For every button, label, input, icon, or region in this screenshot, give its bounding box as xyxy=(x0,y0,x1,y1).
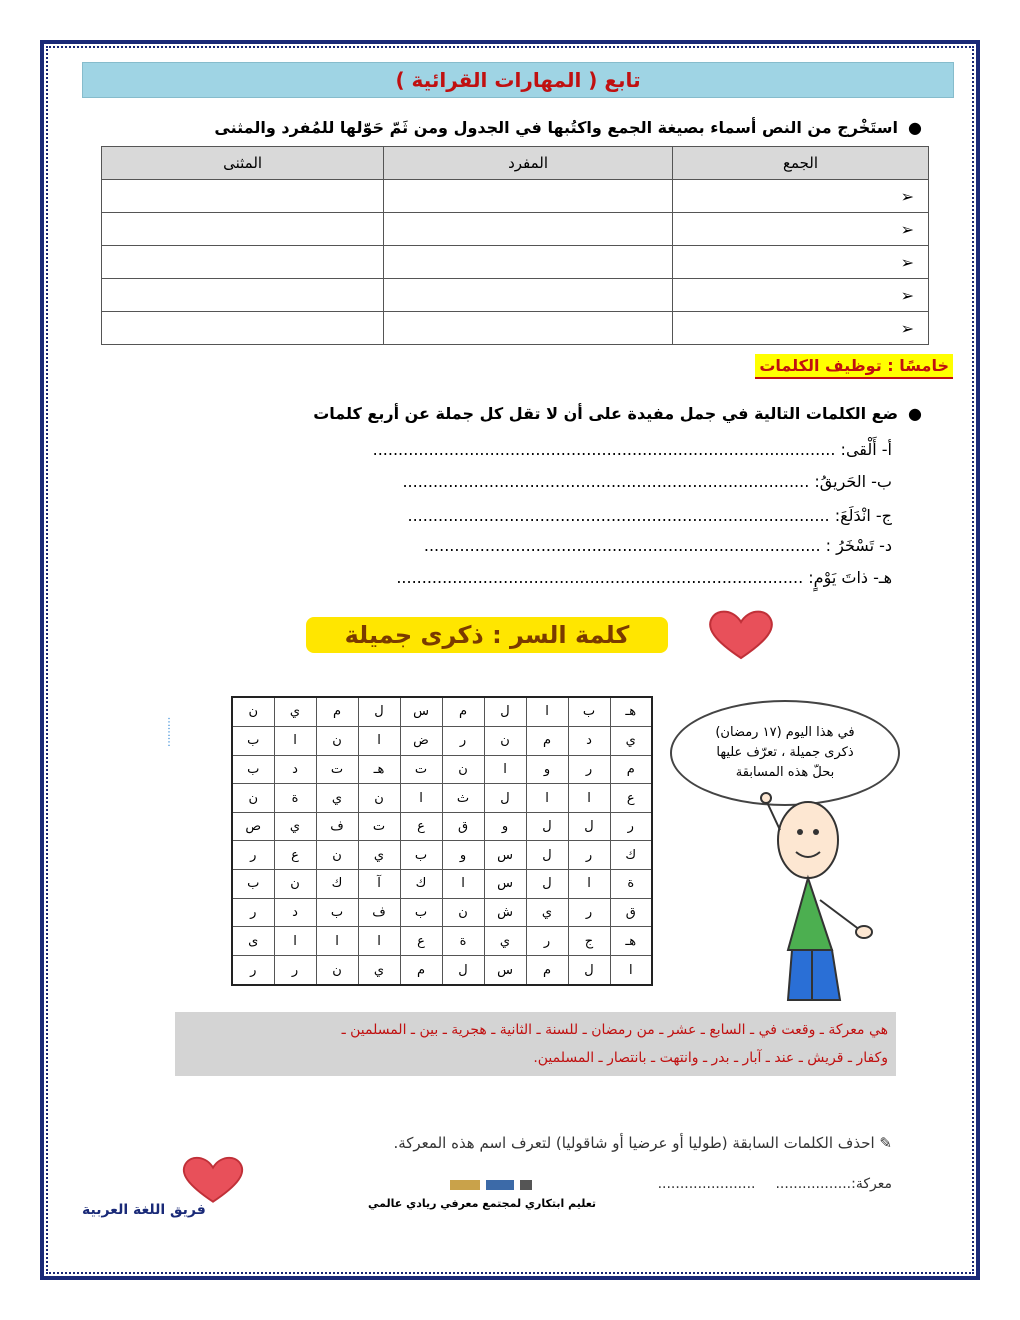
grid-cell[interactable]: م xyxy=(442,697,484,726)
grid-cell[interactable]: ب xyxy=(400,841,442,870)
grid-cell[interactable]: ا xyxy=(442,870,484,899)
word-label: أ- أَلْقى: xyxy=(840,440,892,459)
table-row xyxy=(102,279,929,312)
grid-cell[interactable]: ا xyxy=(526,697,568,726)
word-label: د- تَسْخَرُ : xyxy=(825,536,892,555)
plural-cell[interactable] xyxy=(673,312,929,345)
word-list-box xyxy=(175,1012,896,1076)
grid-cell[interactable]: ر xyxy=(232,898,274,927)
sentence-line-e[interactable] xyxy=(396,568,892,587)
logo-mark xyxy=(450,1180,480,1190)
grid-cell[interactable]: ل xyxy=(484,784,526,813)
grid-cell[interactable]: م xyxy=(316,697,358,726)
singular-cell[interactable] xyxy=(384,180,673,213)
logos-strip xyxy=(450,1180,558,1192)
answer-dots: ................................................................................... xyxy=(407,506,830,525)
grid-row xyxy=(232,812,652,841)
heart-icon xyxy=(704,606,778,662)
grid-cell[interactable]: ع xyxy=(610,784,652,813)
grid-cell[interactable]: ر xyxy=(568,841,610,870)
grid-row xyxy=(232,927,652,956)
grid-cell[interactable]: ف xyxy=(358,898,400,927)
grid-cell[interactable]: و xyxy=(442,841,484,870)
cartoon-kid-illustration xyxy=(748,790,878,1010)
grid-cell[interactable]: ا xyxy=(568,870,610,899)
word-label: ج- انْدَلَعَ: xyxy=(834,506,892,525)
grid-cell[interactable]: ل xyxy=(526,812,568,841)
grid-cell[interactable]: ب xyxy=(568,697,610,726)
grid-cell[interactable]: ى xyxy=(232,927,274,956)
grid-cell[interactable]: ا xyxy=(316,927,358,956)
grid-row xyxy=(232,697,652,726)
pencil-icon: ✎ xyxy=(874,1134,892,1152)
word-label: هـ- ذاتَ يَوْمٍ: xyxy=(808,568,892,587)
grid-cell[interactable]: ج xyxy=(568,927,610,956)
singular-cell[interactable] xyxy=(384,312,673,345)
grid-cell[interactable]: م xyxy=(610,755,652,784)
page-title-text: تابع ( المهارات القرائية ) xyxy=(395,68,641,92)
grid-cell[interactable]: م xyxy=(526,956,568,985)
grid-cell[interactable]: ك xyxy=(316,870,358,899)
arrow-icon: ➢ xyxy=(900,219,914,239)
grid-cell[interactable]: ي xyxy=(526,898,568,927)
question-extract-plurals xyxy=(214,118,922,137)
grid-cell[interactable]: هـ xyxy=(610,927,652,956)
grid-cell[interactable]: و xyxy=(484,812,526,841)
grid-cell[interactable]: ل xyxy=(484,697,526,726)
singular-cell[interactable] xyxy=(384,279,673,312)
section-five-label: خامسًا : توظيف الكلمات xyxy=(755,354,953,379)
grid-cell[interactable]: ق xyxy=(610,898,652,927)
grid-cell[interactable]: س xyxy=(400,697,442,726)
grid-row xyxy=(232,870,652,899)
grid-cell[interactable]: ل xyxy=(442,956,484,985)
grid-cell[interactable]: ا xyxy=(484,755,526,784)
header-singular: المفرد xyxy=(384,147,673,180)
grid-cell[interactable]: ن xyxy=(232,697,274,726)
word-search-grid xyxy=(231,696,653,986)
grid-cell[interactable]: ض xyxy=(400,726,442,755)
bubble-line: بحلّ هذه المسابقة xyxy=(735,765,835,780)
grid-cell[interactable]: ي xyxy=(484,927,526,956)
grid-cell[interactable]: ا xyxy=(610,956,652,985)
grid-cell[interactable]: ا xyxy=(274,726,316,755)
sentence-line-b[interactable] xyxy=(402,472,892,491)
answer-dots: ........................................................................................... xyxy=(372,440,836,459)
arrow-icon: ➢ xyxy=(900,318,914,338)
grid-cell[interactable]: هـ xyxy=(610,697,652,726)
grid-cell[interactable]: ك xyxy=(610,841,652,870)
heart-icon xyxy=(178,1152,248,1206)
dual-cell[interactable] xyxy=(102,279,384,312)
plural-singular-dual-table xyxy=(101,146,929,345)
question-sentences-text: ضع الكلمات التالية في جمل مفيدة على أن لا تقل كل جملة عن أربع كلمات xyxy=(313,404,899,423)
dual-cell[interactable] xyxy=(102,312,384,345)
grid-cell[interactable]: ث xyxy=(442,784,484,813)
grid-cell[interactable]: د xyxy=(274,898,316,927)
grid-cell[interactable]: ل xyxy=(568,956,610,985)
grid-cell[interactable]: ي xyxy=(610,726,652,755)
grid-cell[interactable]: آ xyxy=(358,870,400,899)
table-row xyxy=(102,180,929,213)
grid-cell[interactable]: ا xyxy=(568,784,610,813)
grid-cell[interactable]: ا xyxy=(358,927,400,956)
grid-cell[interactable]: ك xyxy=(400,870,442,899)
grid-cell[interactable]: ص xyxy=(232,812,274,841)
dual-cell[interactable] xyxy=(102,213,384,246)
grid-row xyxy=(232,956,652,985)
answer-label: معركة:................. xyxy=(775,1176,892,1192)
table-row xyxy=(102,246,929,279)
arrow-icon: ➢ xyxy=(900,186,914,206)
footer-slogan: تعليم ابتكاري لمجتمع معرفي ريادي عالمي xyxy=(368,1197,597,1210)
question-extract-text: استَخْرج من النص أسماء بصيغة الجمع واكتُبها في الجدول ومن ثَمّ حَوّلها للمُفرد والمثنى xyxy=(214,118,899,137)
arrow-icon: ➢ xyxy=(900,252,914,272)
puzzle-instruction-text: احذف الكلمات السابقة (طوليا أو عرضيا أو شاقوليا) لتعرف اسم هذه المعركة. xyxy=(393,1134,875,1152)
grid-cell[interactable]: ر xyxy=(442,726,484,755)
grid-cell[interactable]: ي xyxy=(316,784,358,813)
grid-cell[interactable]: ل xyxy=(526,841,568,870)
grid-cell[interactable]: و xyxy=(526,755,568,784)
arrow-icon: ➢ xyxy=(900,285,914,305)
grid-cell[interactable]: ب xyxy=(232,755,274,784)
sentence-line-a[interactable] xyxy=(373,440,892,459)
grid-cell[interactable]: ة xyxy=(610,870,652,899)
answer-dots: .............................................................................. xyxy=(423,536,821,555)
table-row xyxy=(102,213,929,246)
grid-cell[interactable]: ع xyxy=(400,812,442,841)
table-header-row xyxy=(102,147,929,180)
password-banner-text: كلمة السر : ذكرى جميلة xyxy=(344,621,630,649)
grid-cell[interactable]: ن xyxy=(274,870,316,899)
grid-cell[interactable]: ر xyxy=(526,927,568,956)
grid-cell[interactable]: د xyxy=(274,755,316,784)
grid-cell[interactable]: ب xyxy=(232,726,274,755)
grid-cell[interactable]: ن xyxy=(484,726,526,755)
word-list-line-1: هي معركة ـ وقعت في ـ السابع ـ عشر ـ من رمضان ـ للسنة ـ الثانية ـ هجرية ـ بين ـ المسلمين ـ xyxy=(341,1022,888,1038)
grid-cell[interactable]: هـ xyxy=(358,755,400,784)
singular-cell[interactable] xyxy=(384,213,673,246)
grid-cell[interactable]: ا xyxy=(274,927,316,956)
grid-cell[interactable]: ي xyxy=(274,812,316,841)
answer-dots: ................................................................................ xyxy=(402,472,810,491)
grid-cell[interactable]: ن xyxy=(442,898,484,927)
grid-cell[interactable]: م xyxy=(526,726,568,755)
grid-cell[interactable]: ت xyxy=(400,755,442,784)
logo-mark xyxy=(486,1180,514,1190)
grid-cell[interactable]: ف xyxy=(316,812,358,841)
grid-cell[interactable]: ن xyxy=(316,726,358,755)
grid-cell[interactable]: ر xyxy=(610,812,652,841)
sentence-line-d[interactable] xyxy=(424,536,892,555)
page-title xyxy=(82,62,954,98)
grid-cell[interactable]: س xyxy=(484,956,526,985)
answer-dots: ................................................................................ xyxy=(396,568,804,587)
grid-cell[interactable]: ر xyxy=(232,956,274,985)
grid-cell[interactable]: ع xyxy=(400,927,442,956)
grid-cell[interactable]: ب xyxy=(400,898,442,927)
grid-row xyxy=(232,726,652,755)
grid-row xyxy=(232,755,652,784)
grid-cell[interactable]: ن xyxy=(316,841,358,870)
grid-row xyxy=(232,898,652,927)
bullet-icon: ● xyxy=(908,404,922,423)
battle-answer-line[interactable] xyxy=(658,1176,892,1192)
plural-cell[interactable] xyxy=(673,180,929,213)
grid-row xyxy=(232,784,652,813)
grid-cell[interactable]: م xyxy=(400,956,442,985)
grid-cell[interactable]: ر xyxy=(274,956,316,985)
grid-cell[interactable]: ن xyxy=(316,956,358,985)
grid-cell[interactable]: ل xyxy=(526,870,568,899)
dual-cell[interactable] xyxy=(102,246,384,279)
grid-cell[interactable]: ي xyxy=(358,956,400,985)
grid-cell[interactable]: ش xyxy=(484,898,526,927)
grid-cell[interactable]: ر xyxy=(568,755,610,784)
question-sentences xyxy=(313,404,922,423)
grid-cell[interactable]: ل xyxy=(568,812,610,841)
grid-cell[interactable]: د xyxy=(568,726,610,755)
bubble-line: ذكرى جميلة ، تعرّف عليها xyxy=(716,745,854,760)
header-plural: الجمع xyxy=(673,147,929,180)
plural-cell[interactable] xyxy=(673,213,929,246)
grid-row xyxy=(232,841,652,870)
grid-cell[interactable]: ا xyxy=(400,784,442,813)
password-banner xyxy=(306,617,668,653)
grid-cell[interactable]: ة xyxy=(442,927,484,956)
grid-cell[interactable]: ن xyxy=(358,784,400,813)
decorative-dots: ⋮ ⋮ ⋮ xyxy=(164,717,174,748)
grid-cell[interactable]: ر xyxy=(568,898,610,927)
dual-cell[interactable] xyxy=(102,180,384,213)
grid-cell[interactable]: ر xyxy=(232,841,274,870)
word-list-line-2: وكفار ـ قريش ـ عند ـ آبار ـ بدر ـ وانتهت ـ بانتصار ـ المسلمين. xyxy=(533,1050,888,1066)
grid-cell[interactable]: ن xyxy=(442,755,484,784)
grid-cell[interactable]: ة xyxy=(274,784,316,813)
grid-cell[interactable]: س xyxy=(484,841,526,870)
grid-cell[interactable]: ا xyxy=(358,726,400,755)
grid-cell[interactable]: ت xyxy=(358,812,400,841)
answer-dots: ...................... xyxy=(657,1176,756,1192)
word-label: ب- الحَريقُ: xyxy=(814,472,892,491)
sentence-line-c[interactable] xyxy=(408,506,893,525)
puzzle-instruction xyxy=(393,1134,892,1152)
grid-cell[interactable]: ب xyxy=(232,870,274,899)
grid-cell[interactable]: ع xyxy=(274,841,316,870)
grid-cell[interactable]: ن xyxy=(232,784,274,813)
grid-cell[interactable]: س xyxy=(484,870,526,899)
logo-mark xyxy=(520,1180,532,1190)
singular-cell[interactable] xyxy=(384,246,673,279)
grid-cell[interactable]: ق xyxy=(442,812,484,841)
grid-cell[interactable]: ي xyxy=(358,841,400,870)
table-row xyxy=(102,312,929,345)
plural-cell[interactable] xyxy=(673,279,929,312)
bubble-line: في هذا اليوم (١٧ رمضان) xyxy=(715,725,855,740)
grid-cell[interactable]: ل xyxy=(358,697,400,726)
grid-cell[interactable]: ت xyxy=(316,755,358,784)
bullet-icon: ● xyxy=(908,118,922,137)
plural-cell[interactable] xyxy=(673,246,929,279)
grid-cell[interactable]: ي xyxy=(274,697,316,726)
grid-cell[interactable]: ب xyxy=(316,898,358,927)
header-dual: المثنى xyxy=(102,147,384,180)
footer-team-name: فريق اللغة العربية xyxy=(82,1202,206,1218)
grid-cell[interactable]: ا xyxy=(526,784,568,813)
